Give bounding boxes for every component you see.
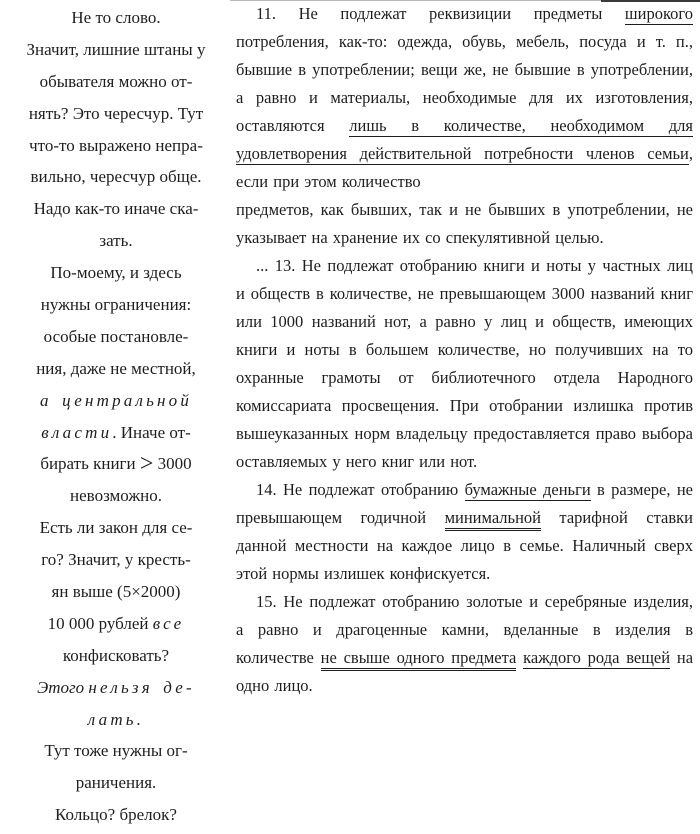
text-run-normal: конфисковать?: [62, 645, 170, 665]
text-run-normal: 14. Не подлежат отобранию: [256, 480, 465, 499]
text-run-normal: ния, даже не местной,: [36, 358, 196, 378]
text-run-italic-spaced: нельзя де-: [88, 677, 195, 697]
paragraph-11: [236, 0, 693, 252]
text-run-normal: го? Значит, у кресть-: [41, 550, 191, 570]
text-run-normal: бирать книги: [40, 454, 140, 474]
text-run-normal: в размере, не превышающем годичной: [236, 480, 694, 527]
text-run-normal: По-моему, и здесь: [50, 263, 182, 283]
text-run-normal: нужны ограничения:: [40, 295, 192, 315]
margin-note-line: [6, 353, 226, 385]
text-run-underline: широкого: [624, 4, 693, 23]
margin-note-line: [6, 512, 226, 544]
text-run-normal: Тут тоже нужны ог-: [44, 741, 188, 761]
text-run-underline-double: не свыше одного предмета: [321, 648, 517, 671]
text-run-normal: Не то слово.: [71, 8, 161, 27]
margin-note-line: [6, 767, 226, 799]
text-run-normal: обывателя можно от-: [39, 71, 193, 91]
margin-note-line: [6, 225, 226, 257]
margin-note-line: [6, 193, 226, 225]
margin-note-line: [6, 672, 226, 704]
margin-notes-column: [6, 2, 226, 831]
text-run-underline-double: минимальной: [445, 508, 541, 531]
margin-note-line: [6, 417, 226, 449]
margin-note-line: [6, 257, 226, 289]
text-run-normal: 15. Не подлежат отобранию золотые и серебряные изделия, а равно и драгоценные камни, вделанные в изделия в количестве: [236, 592, 693, 667]
text-run-italic-spaced: все: [152, 613, 185, 633]
text-run-normal: ян выше (5×2000): [51, 582, 181, 602]
text-run-normal: раничения.: [75, 773, 157, 793]
margin-note-line: [6, 608, 226, 640]
margin-note-line: [6, 161, 226, 193]
text-run-underline: лишь в количестве, необходимом для удовлетворения действительной потребности членов семьи: [236, 116, 693, 163]
text-run-normal: зать.: [99, 231, 133, 251]
margin-note-line: [6, 2, 226, 34]
text-run-normal: невозможно.: [70, 486, 162, 506]
text-run-normal: предметов, как бывших, так и не бывших в употреблении, не указывает на хранение их со спекулятивной целью.: [236, 200, 693, 247]
text-run-normal: 10 000 рублей: [47, 613, 153, 633]
text-run-normal: ... 13. Не подлежат отобранию книги и ноты у частных лиц и обществ в количестве, не превышающем 3000 названий книг или 1000 названий нот, а равно у лиц и обществ, имеющих книги и ноты в большем количестве, но получивших на то охранные грамоты от библиотечного отдела Народного комиссариата просвещения. При отобрании излишка против вышеуказанных норм владельцу предоставляется право выбора оставляемых у него книг или нот.: [236, 256, 693, 471]
margin-note-line: [6, 735, 226, 767]
text-run-normal: на одно лицо.: [236, 648, 694, 695]
margin-note-line: [6, 385, 226, 417]
margin-note-line: [6, 289, 226, 321]
margin-note-line: [6, 448, 226, 480]
margin-note-line: [6, 66, 226, 98]
text-run-normal: вильно, чересчур обще.: [30, 167, 202, 187]
text-run-normal: нять? Это чересчур. Тут: [28, 103, 204, 123]
text-run-italic-spaced: а центральной: [39, 390, 193, 410]
margin-note-line: [6, 799, 226, 831]
margin-note-line: [6, 576, 226, 608]
text-run-italic-spaced: лать.: [87, 709, 145, 729]
margin-note-line: [6, 704, 226, 736]
body-text-column: [236, 0, 693, 700]
paragraph-14: [236, 476, 693, 588]
text-run-normal: 3000: [153, 454, 192, 474]
text-run-normal: , если при этом количество: [236, 144, 693, 191]
margin-note-line: [6, 321, 226, 353]
margin-note-line: [6, 98, 226, 130]
text-run-normal: Значит, лишние штаны у: [26, 39, 206, 59]
margin-note-line: [6, 130, 226, 162]
text-run-underline: каждого рода вещей: [523, 648, 671, 667]
paragraph-15: [236, 588, 693, 700]
text-run-italic: Этого: [37, 677, 89, 697]
margin-note-line: [6, 544, 226, 576]
paragraph-13: [236, 252, 693, 476]
text-run-normal: . Иначе от-: [112, 422, 191, 442]
margin-note-line: [6, 640, 226, 672]
text-run-underline: бумажные деньги: [464, 480, 591, 499]
text-run-normal: 11. Не подлежат реквизиции предметы: [256, 4, 625, 23]
margin-note-line: [6, 480, 226, 512]
text-run-big: >: [139, 451, 154, 478]
text-run-normal: тарифной ставки данной местности на каждое лицо в семье. Наличный сверх этой нормы излишек конфискуется.: [236, 508, 693, 583]
margin-note-line: [6, 34, 226, 66]
text-run-normal: что-то выражено непра-: [29, 135, 203, 155]
text-run-normal: Есть ли закон для се-: [39, 518, 193, 538]
text-run-normal: Надо как-то иначе ска-: [33, 199, 199, 219]
text-run-normal: потребления, как-то: одежда, обувь, мебель, посуда и т. п., бывшие в употреблении; вещи же, не бывшие в употреблении, а равно и материалы, необходимые для их изготовления, оставляются: [236, 32, 693, 135]
text-run-normal: Кольцо? брелок?: [55, 805, 177, 825]
text-run-italic-spaced: власти: [41, 422, 113, 442]
text-run-normal: особые постановле-: [43, 326, 189, 346]
